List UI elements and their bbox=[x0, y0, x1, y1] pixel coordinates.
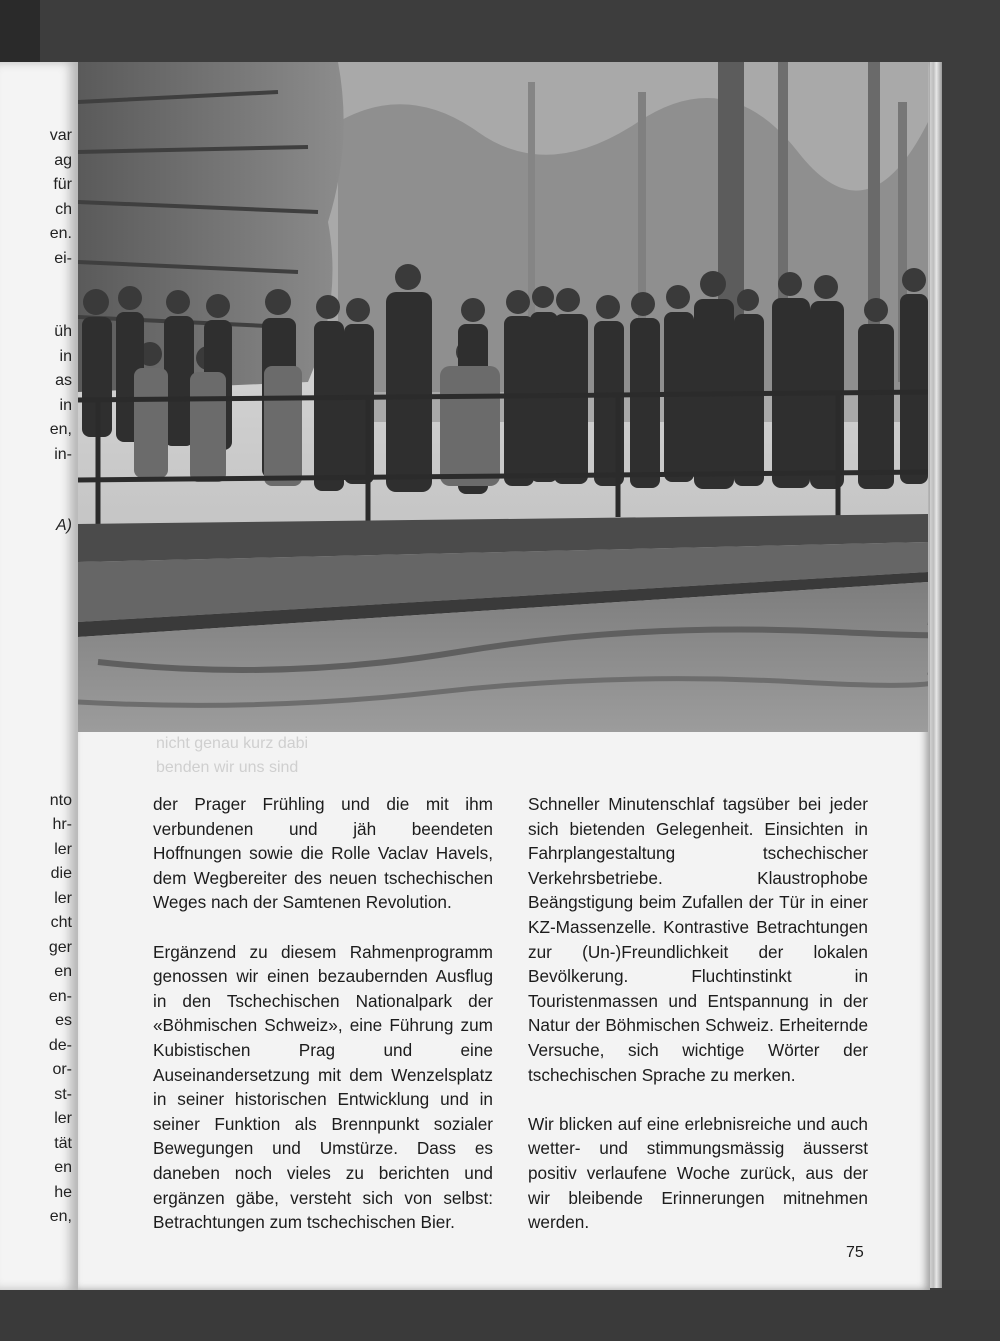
left-page-fragment: en, bbox=[49, 1208, 72, 1225]
page-number: 75 bbox=[846, 1244, 864, 1261]
left-page-fragment: ler bbox=[54, 1110, 72, 1127]
group-photo bbox=[78, 62, 928, 732]
left-page-fragment: ag bbox=[54, 152, 72, 169]
left-page-fragment: für bbox=[53, 176, 72, 193]
scanner-background-bottom bbox=[0, 1290, 1000, 1341]
left-page-fragment: ei- bbox=[54, 250, 72, 267]
left-page-fragment: nto bbox=[49, 792, 72, 809]
left-page-fragment: die bbox=[50, 865, 72, 882]
left-page-fragment: en, bbox=[49, 421, 72, 438]
left-page-fragment: en bbox=[54, 963, 72, 980]
left-page-fragment: üh bbox=[54, 323, 72, 340]
left-page-fragment: ler bbox=[54, 890, 72, 907]
magazine-page bbox=[78, 62, 930, 1290]
left-page-fragment: hr- bbox=[52, 816, 72, 833]
left-page-fragment: en. bbox=[49, 225, 72, 242]
article-paragraph: der Prager Frühling und die mit ihm verbundenen und jäh beendeten Hoffnungen sowie die Rolle Vaclav Havels, dem Wegbereiter des neuen tschechischen Weges nach der Samtenen Revolution. bbox=[153, 794, 493, 913]
left-page-fragment: ger bbox=[48, 939, 72, 956]
article-paragraph: Wir blicken auf eine erlebnisreiche und auch wetter- und stimmungsmässig äusserst positiv verlaufene Woche zurück, aus der wir bleibende Erinnerungen mitnehmen werden. bbox=[528, 1113, 868, 1233]
group-photo-bridge-forest-icon bbox=[78, 62, 928, 732]
article-column-right bbox=[528, 792, 868, 1235]
article-column-left bbox=[153, 792, 493, 1235]
left-page-fragment: tät bbox=[54, 1135, 72, 1152]
page-edge bbox=[928, 62, 942, 1288]
left-page-fragment: A) bbox=[56, 517, 72, 534]
left-facing-page bbox=[0, 62, 78, 1290]
left-page-fragment: ch bbox=[55, 201, 72, 218]
left-page-fragment: en bbox=[54, 1159, 72, 1176]
left-page-fragment: in bbox=[59, 348, 72, 365]
left-page-fragment: st- bbox=[54, 1086, 72, 1103]
left-page-fragment: as bbox=[55, 372, 72, 389]
article-paragraph: Ergänzend zu diesem Rahmenprogramm genossen wir einen bezaubernden Ausflug in den Tschechischen Nationalpark der «Böhmischen Schweiz», eine Führung zum Kubistischen Prag und eine Auseinandersetzung mit dem Wenzelsplatz in seiner historischen Entwicklung und in seiner Funktion als Brennpunkt sozialer Bewegungen und Umstürze. Dass es daneben noch vieles zu berichten und ergänzen gäbe, versteht sich von selbst: Betrachtungen zum tschechischen Bier. bbox=[153, 941, 493, 1233]
left-page-fragment: ler bbox=[54, 841, 72, 858]
left-page-fragment: var bbox=[49, 127, 72, 144]
left-page-fragment: in bbox=[59, 397, 72, 414]
bleed-through-text: benden wir uns sind bbox=[156, 759, 299, 776]
left-page-fragment: cht bbox=[50, 914, 72, 931]
left-page-fragment: in- bbox=[54, 446, 72, 463]
left-page-fragment: en- bbox=[48, 988, 72, 1005]
left-page-fragment: de- bbox=[48, 1037, 72, 1054]
left-page-fragment: he bbox=[54, 1184, 72, 1201]
left-page-fragment: es bbox=[55, 1012, 72, 1029]
bleed-through-text: nicht genau kurz dabi bbox=[156, 735, 309, 752]
article-paragraph: Schneller Minutenschlaf tagsüber bei jeder sich bietenden Gelegenheit. Einsichten in Fahrplangestaltung tschechischer Verkehrsbetriebe. Klaustrophobe Beängstigung beim Zufallen der Tür in einer KZ-Massenzelle. Kontrastive Betrachtungen zur (Un-)Freundlichkeit der lokalen Bevölkerung. Fluchtinstinkt in Touristenmassen und Entspannung in der Natur der Böhmischen Schweiz. Erheiternde Versuche, sich wichtige Wörter der tschechischen Sprache zu merken. bbox=[528, 794, 868, 1085]
left-page-fragment: or- bbox=[52, 1061, 72, 1078]
